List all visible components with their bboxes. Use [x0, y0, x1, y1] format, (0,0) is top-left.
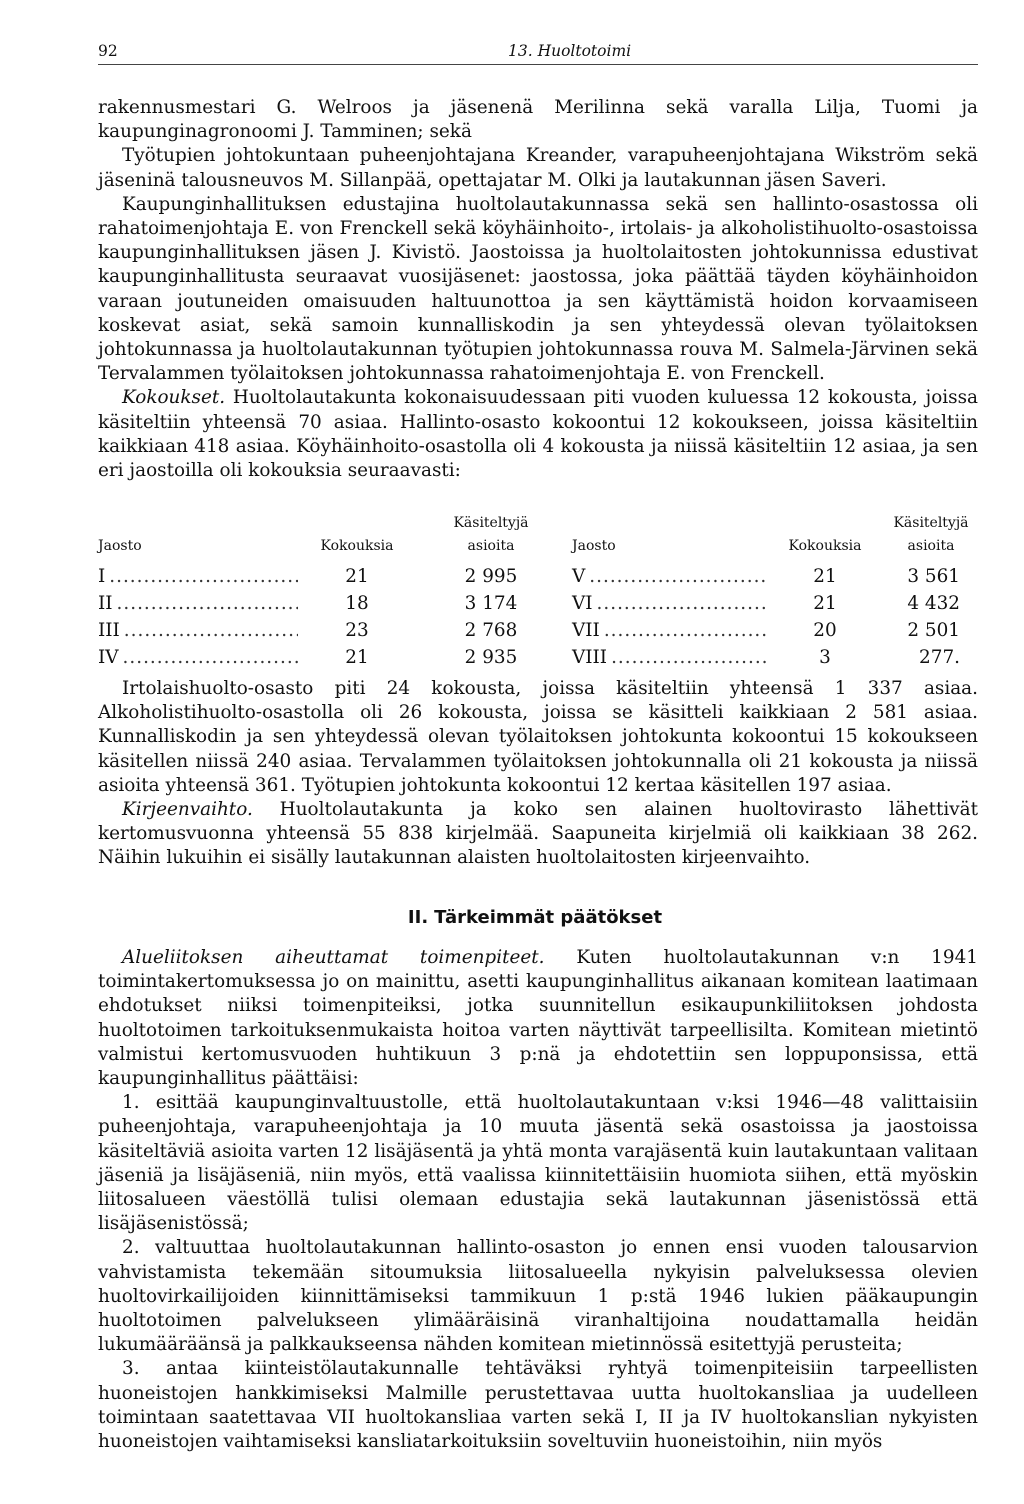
- header-handled-left: Käsiteltyjä: [453, 515, 529, 531]
- section-id: VIII: [572, 647, 608, 668]
- meetings-count: 3: [819, 647, 831, 668]
- section-title: Tärkeimmät päätökset: [434, 907, 663, 928]
- section-id: VI: [572, 593, 593, 614]
- page-header: [98, 42, 978, 65]
- section-id: I: [98, 566, 106, 587]
- meetings-count: 18: [345, 593, 369, 614]
- table-row: [98, 641, 978, 668]
- table-row: [98, 614, 978, 641]
- correspondence-text: Huoltolautakunta ja koko sen alainen huoltovirasto lähettivät kertomusvuonna yhteensä 55 838 kirjelmää. Saapuneita kirjelmiä oli kaikkiaan 38 262. Näihin lukuihin ei sisälly lautakunnan alaisten huoltolaitosten kirjeenvaihto.: [98, 799, 978, 869]
- annexation-paragraph: [98, 946, 978, 1091]
- matters-count: 2 935: [464, 647, 518, 668]
- annexation-label: Alueliitoksen aiheuttamat toimenpiteet.: [122, 947, 545, 968]
- section-id: III: [98, 620, 120, 641]
- header-meetings-left: Kokouksia: [320, 538, 394, 554]
- meetings-count: 21: [345, 566, 369, 587]
- meetings-count: 20: [813, 620, 837, 641]
- matters-count: 2 995: [464, 566, 518, 587]
- header-handled-right: Käsiteltyjä: [893, 515, 969, 531]
- meetings-count: 21: [345, 647, 369, 668]
- meetings-paragraph: [98, 386, 978, 483]
- matters-count: 3 561: [907, 566, 960, 587]
- meetings-count: 21: [813, 593, 837, 614]
- list-item: 2. valtuuttaa huoltolautakunnan hallinto-osaston jo ennen ensi vuoden talousarvion vahvistamista tekemään sitoumuksia liitosalueella nykyisin palveluksessa olevien huoltovirkailijoiden kiinnittämiseksi tammikuun 1 p:stä 1946 lukien pääkaupungin huoltotoimen palvelukseen ylimääräisinä viranhaltijoina noudattamalla heidän lukumääräänsä ja palkkaukseensa nähden komitean mietinnössä esitettyjä perusteita;: [98, 1237, 978, 1356]
- page-number: 92: [98, 42, 118, 60]
- matters-count: 2 501: [907, 620, 960, 641]
- meetings-label: Kokoukset.: [122, 387, 226, 409]
- header-matters-left: asioita: [467, 538, 515, 554]
- matters-count: 2 768: [464, 620, 518, 641]
- meetings-count: 21: [813, 566, 837, 587]
- matters-count: 3 174: [464, 593, 518, 614]
- running-title: 13. Huoltotoimi: [508, 42, 632, 60]
- post-table-paragraph-1: Irtolaishuolto-osasto piti 24 kokousta, joissa käsiteltiin yhteensä 1 337 asiaa. Alkoholistihuolto-osastolla oli 26 kokousta, joissa se käsitteli kaikkiaan 2 581 asiaa. Kunnalliskodin ja sen yhteydessä olevan työlaitoksen johtokunta kokoontui 15 kokoukseen käsitellen niissä 240 asiaa. Tervalammen työlaitoksen johtokunnalla oli 21 kokousta ja niissä asioita yhteensä 361. Työtupien johtokunta kokoontui 12 kertaa käsitellen 197 asiaa.: [98, 678, 978, 796]
- post-table-text: [98, 677, 978, 871]
- intro-paragraph-2: Työtupien johtokuntaan puheenjohtajana Kreander, varapuheenjohtajana Wikström sekä jäseninä talousneuvos M. Sillanpää, opettajatar M. Olki ja lautakunnan jäsen Saveri.: [98, 145, 978, 191]
- matters-count: 4 432: [907, 593, 960, 614]
- intro-text: [98, 96, 978, 483]
- section-id: IV: [98, 647, 119, 668]
- section-body: [98, 946, 978, 1454]
- meetings-text: Huoltolautakunta kokonaisuudessaan piti vuoden kuluessa 12 kokousta, joissa käsiteltiin yhteensä 70 asiaa. Hallinto-osasto kokoontui 12 kokoukseen, joissa käsiteltiin kaikkiaan 418 asiaa. Köyhäinhoito-osastolla oli 4 kokousta ja niissä käsiteltiin 12 asiaa, ja sen eri jaostoilla oli kokouksia seuraavasti:: [98, 387, 978, 482]
- correspondence-paragraph: [98, 798, 978, 871]
- section-heading: [98, 907, 978, 928]
- header-meetings-right: Kokouksia: [788, 538, 862, 554]
- header-matters-right: asioita: [907, 538, 955, 554]
- annexation-text: Kuten huoltolautakunnan v:n 1941 toimintakertomuksessa jo on mainittu, asetti kaupunginhallitus aikanaan komitean laatimaan ehdotukset niiksi toimenpiteiksi, jotka suunnitellun esikaupunkiliitoksen johdosta huoltotoimen tarkoituksenmukaista hoitoa varten näyttivät tarpeellisilta. Komitean mietintö valmistui kertomusvuoden huhtikuun 3 p:nä ja ehdotettiin sen loppuponsissa, että kaupunginhallitus päättäisi:: [98, 947, 978, 1090]
- intro-paragraph-1: rakennusmestari G. Welroos ja jäsenenä Merilinna sekä varalla Lilja, Tuomi ja kaupunginagronoomi J. Tamminen; sekä: [98, 97, 978, 143]
- table-row: [98, 587, 978, 614]
- correspondence-label: Kirjeenvaihto.: [122, 799, 253, 821]
- section-id: VII: [572, 620, 600, 641]
- meetings-table: [98, 512, 978, 668]
- header-section-right: Jaosto: [572, 538, 616, 554]
- section-id: V: [572, 566, 586, 587]
- meetings-count: 23: [345, 620, 369, 641]
- intro-paragraph-3: Kaupunginhallituksen edustajina huoltolautakunnassa sekä sen hallinto-osastossa oli rahatoimenjohtaja E. von Frenckell sekä köyhäinhoito-, irtolais- ja alkoholistihuolto-osastoissa kaupunginhallituksen jäsen J. Kivistö. Jaostoissa ja huoltolaitosten johtokunnissa edustivat kaupunginhallitusta seuraavat vuosijäsenet: jaostossa, joka päättää täyden köyhäinhoidon varaan joutuneiden omaisuuden haltuunottoa ja sen käyttämistä hoidon korvaamiseen koskevat asiat, sekä samoin kunnalliskodin ja sen yhteydessä olevan työlaitoksen johtokunnassa ja huoltolautakunnan työtupien johtokunnassa rouva M. Salmela-Järvinen sekä Tervalammen työlaitoksen johtokunnassa rahatoimenjohtaja E. von Frenckell.: [98, 193, 978, 385]
- matters-count: 277.: [919, 647, 960, 668]
- section-id: II: [98, 593, 113, 614]
- section-number: II.: [407, 907, 429, 928]
- table-row: [98, 560, 978, 587]
- header-section-left: Jaosto: [98, 538, 142, 554]
- list-item: 3. antaa kiinteistölautakunnalle tehtäväksi ryhtyä toimenpiteisiin tarpeellisten huoneistojen hankkimiseksi Malmille perustettavaa uutta huoltokansliaa ja uudelleen toimintaan saatettavaa VII huoltokansliaa varten sekä I, II ja IV huoltokanslian nykyisten huoneistojen vaihtamiseksi kansliatarkoituksiin soveltuviin huoneistoihin, niin myös: [98, 1358, 978, 1453]
- list-item: 1. esittää kaupunginvaltuustolle, että huoltolautakuntaan v:ksi 1946—48 valittaisiin puheenjohtaja, varapuheenjohtaja ja 10 muuta jäsentä sekä osastoissa ja jaostoissa käsiteltäviä asioita varten 12 lisäjäsentä ja yhtä monta varajäsentä kuin lautakuntaan valitaan jäseniä ja lisäjäseniä, niin myös, että vaalissa kiinnitettäisiin huomiota siihen, että myöskin liitosalueen väestöllä tulisi olemaan edustajia sekä lautakunnan jäsenistössä että lisäjäsenistössä;: [98, 1092, 978, 1235]
